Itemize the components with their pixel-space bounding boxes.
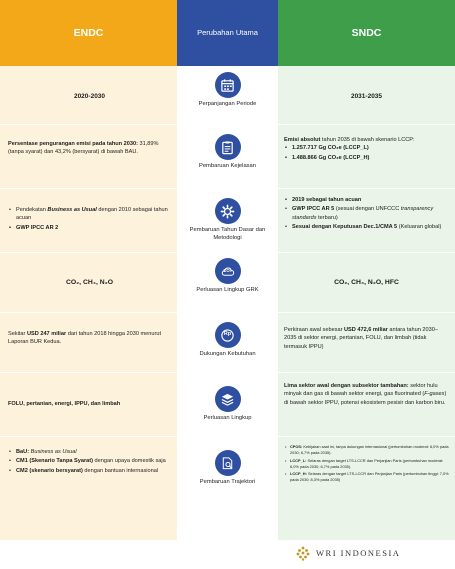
text: sektor hulu minyak dan gas di bawah sektor energi, gas fluorinated (: [284, 383, 438, 398]
endc-gases: CO₂, CH₄, N₂O: [65, 279, 114, 286]
text: Kebijakan saat ini, tanpa dukungan internasional (pertumbuhan moderat: 6,0% pada 2030; 6,7% pada 2035).: [290, 444, 449, 456]
text: Perkiraan awal sebesar: [284, 327, 345, 333]
list-item: [8, 448, 171, 456]
text: GWP IPCC AR 5: [292, 206, 335, 213]
text: terbaru): [316, 214, 338, 221]
row-divider: [278, 312, 455, 313]
text: USD 247 miliar: [26, 331, 67, 337]
text: dengan bantuan internasional: [82, 467, 159, 474]
list-item: [284, 205, 449, 222]
change-period: [177, 72, 278, 108]
change-finance-label: Dukungan Kebutuhan: [199, 351, 256, 357]
text: Sesuai dengan Keputusan Dec.1/CMA 5: [292, 224, 398, 231]
list-item: [8, 457, 171, 465]
list-item: [284, 458, 449, 470]
wri-logo-icon: [295, 545, 311, 561]
text: (Keluaran global): [397, 224, 442, 231]
wri-indonesia-logo: [295, 545, 400, 561]
endc-sectors: FOLU, pertanian, energi, IPPU, dan limbah: [8, 401, 121, 407]
change-trajectory: [177, 450, 278, 486]
sndc-header: [278, 0, 455, 66]
change-baseyear: [177, 198, 278, 242]
change-scope-label: Perluasan Lingkup: [203, 415, 252, 421]
text: (sesuai dengan UNFCCC: [334, 206, 401, 213]
row-divider: [278, 124, 455, 125]
sndc-absolute-emissions: [284, 136, 449, 163]
list-item: • 2019 sebagai tahun acuan: [284, 196, 449, 204]
changes-header-label: Perubahan Utama: [197, 28, 258, 38]
text: F-gases: [424, 391, 445, 398]
text: Pendekatan: [16, 207, 48, 213]
row-divider: [278, 188, 455, 189]
rupiah-label: Rp: [223, 331, 232, 337]
sndc-scenarios: [284, 444, 449, 485]
sndc-period: 2031-2035: [350, 93, 383, 100]
sndc-finance-needs: [284, 326, 449, 351]
list-item: • 1.488.866 Gg CO₂e (LCCP_H): [284, 154, 449, 162]
text: USD 472,6 miliar: [344, 327, 388, 333]
change-clarity: [177, 134, 278, 170]
list-item: [8, 467, 171, 475]
change-ghg-label: Perluasan Lingkup GRK: [196, 287, 259, 293]
text: Lima sektor awal dengan subsektor tambahan:: [284, 383, 409, 389]
calendar-icon: [215, 72, 241, 98]
row-divider: [278, 372, 455, 373]
text: transparency standards: [292, 206, 434, 221]
endc-header-label: ENDC: [73, 27, 104, 39]
logo-text: WRI INDONESIA: [316, 548, 401, 558]
sndc-baseline: [284, 196, 449, 233]
list-item: [284, 444, 449, 456]
list-item: [284, 471, 449, 483]
row-divider: [278, 436, 455, 437]
list-item: [284, 223, 449, 231]
list-item: • 1.257.717 Gg CO₂e (LCCP_L): [284, 144, 449, 152]
endc-period: 2020-2030: [73, 93, 106, 100]
endc-target-text: 31,89% (tanpa syarat) dan 43,2% (bersyarat) di bawah BAU.: [8, 141, 159, 156]
text: Business as Usual: [47, 207, 97, 213]
text: CM2 (skenario bersyarat): [16, 467, 83, 474]
row-divider: [0, 252, 177, 253]
text: Business as Usual: [29, 449, 77, 455]
endc-header: [0, 0, 177, 66]
text: BaU:: [16, 449, 30, 455]
row-divider: [0, 436, 177, 437]
change-finance: [177, 322, 278, 358]
text: LCCP_L:: [290, 457, 307, 463]
sndc-emissions-text: tahun 2035 di bawah skenario LCCP:: [320, 137, 415, 143]
sndc-emissions-heading: Emisi absolut: [284, 137, 321, 143]
gear-icon: [215, 198, 241, 224]
clipboard-icon: [215, 134, 241, 160]
change-ghg: [177, 258, 278, 294]
text: LCCP_H:: [290, 471, 307, 477]
change-clarity-label: Pembaruan Kejelasan: [198, 163, 257, 169]
change-scope: [177, 386, 278, 422]
layers-icon: [215, 386, 241, 412]
list-item: • GWP IPCC AR 2: [8, 224, 171, 232]
text: CPOS:: [290, 444, 303, 449]
row-divider: [0, 188, 177, 189]
text: Selaras dengan target LTS-LCCR dan Perjanjian Paris (pertumbuhan tinggi: 7,0% pada 2030; 8,3% pada 2035): [290, 471, 449, 483]
cloud-co2-label: CO₂: [223, 268, 232, 273]
endc-scenarios: [8, 448, 171, 476]
cloud-co2-icon: [215, 258, 241, 284]
endc-finance-needs: [8, 330, 171, 347]
text: antara tahun 2030–2035 di sektor energi, pertanian, FOLU, dan limbah (tidak termasuk IPPU): [284, 327, 438, 350]
sndc-header-label: SNDC: [351, 27, 382, 39]
row-divider: [0, 312, 177, 313]
text: Selaras dengan target LTS-LCCR dan Perjanjian Paris (pertumbuhan moderat: 6,0% pada 2030; 6,7% pada 2035).: [290, 457, 444, 469]
text: dari tahun 2018 hingga 2030 menurut Laporan BUR Kedua.: [8, 331, 162, 346]
changes-header: [177, 0, 278, 66]
text: ) di bawah sektor IPPU, potensi ekosistem pesisir dan karbon biru.: [284, 391, 447, 406]
endc-reduction-target: [8, 140, 171, 157]
row-divider: [0, 124, 177, 125]
text: dengan 2010 sebagai tahun acuan: [16, 207, 168, 222]
endc-target-heading: Persentase pengurangan emisi pada tahun 2030:: [8, 141, 138, 147]
endc-baseline: [8, 206, 171, 233]
list-item: [8, 206, 171, 223]
sndc-gases: CO₂, CH₄, N₂O, HFC: [334, 279, 399, 286]
row-divider: [278, 252, 455, 253]
change-baseyear-label: Pembaruan Tahun Dasar dan Metodologi: [189, 227, 266, 242]
sndc-sectors: [284, 382, 449, 407]
text: CM1 (Skenario Tanpa Syarat): [16, 458, 93, 465]
row-divider: [0, 372, 177, 373]
change-trajectory-label: Pembaruan Trajektori: [199, 479, 256, 485]
text: dengan upaya domestik saja: [93, 458, 166, 465]
change-period-label: Perpanjangan Periode: [198, 101, 257, 107]
rupiah-coin-icon: [215, 322, 241, 348]
text: Sekitar: [8, 331, 27, 337]
document-search-icon: [215, 450, 241, 476]
